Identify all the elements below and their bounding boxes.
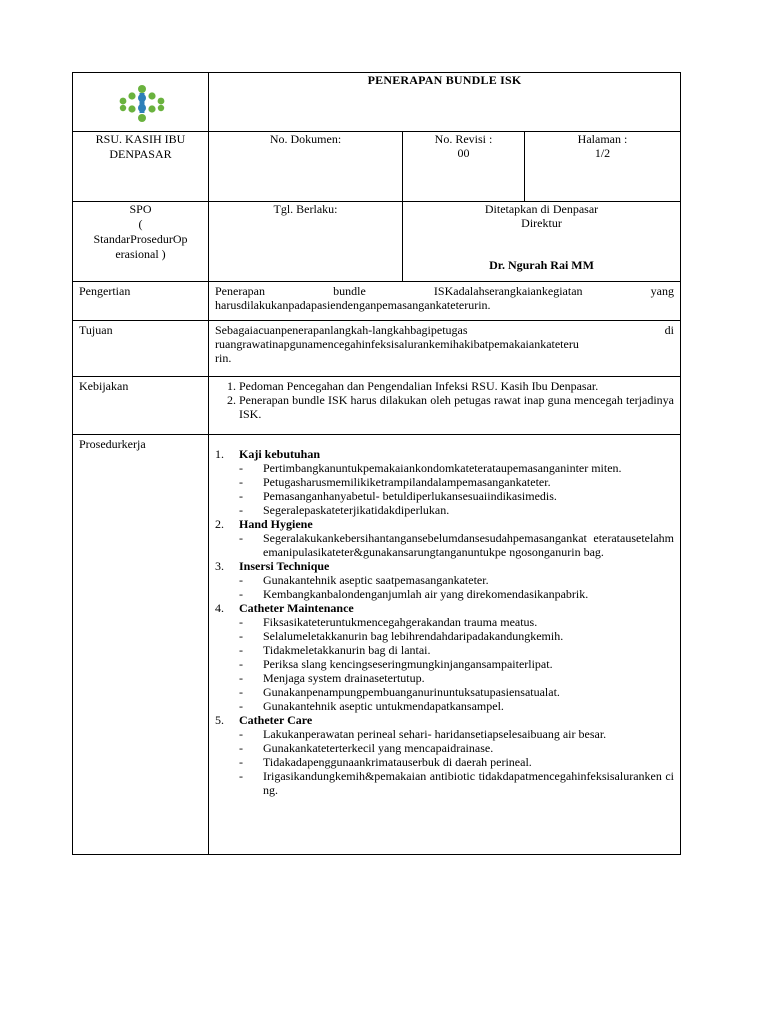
document-header-table [72,72,681,282]
procedure-item-text: Periksa slang kencingseseringmungkinjangansampaiterlipat. [263,657,553,671]
procedure-item-text: Irigasikandungkemih&pemakaian antibiotic tidakdapatmencegahinfeksisaluranken cing. [263,769,674,797]
procedure-item [239,755,674,769]
spo-line4: erasional ) [115,247,166,261]
spo-line3: StandarProsedurOp [93,232,188,246]
procedure-item-text: Gunakantehnik aseptic saatpemasangankateter. [263,573,489,587]
dash-bullet: - [239,671,243,685]
procedure-item [239,587,674,601]
procedure-section-title: Hand Hygiene [239,517,313,531]
spo-document [72,72,680,855]
pengertian-line1: Penerapan bundle ISKadalahserangkaiankegiatan yang [215,284,674,298]
dash-bullet: - [239,727,243,741]
tujuan-line3: rin. [215,351,232,365]
procedure-section-title: Catheter Care [239,713,313,727]
procedure-section [215,713,674,797]
hospital-name-line1: RSU. KASIH IBU [95,132,186,146]
dash-bullet: - [239,615,243,629]
procedure-item-text: Fiksasikateteruntukmencegahgerakandan trauma meatus. [263,615,538,629]
dash-bullet: - [239,643,243,657]
procedure-section-heading [215,447,674,461]
procedure-section-number: 4. [215,601,224,615]
kebijakan-text [209,377,681,435]
prosedur-sections [215,447,674,797]
procedure-item [239,657,674,671]
direktur-label: Direktur [521,216,562,230]
procedure-section-number: 2. [215,517,224,531]
procedure-item-text: Menjaga system drainasetertutup. [263,671,425,685]
prosedur-label: Prosedurkerja [73,435,209,855]
tujuan-line2: ruangrawatinapgunamencegahinfeksisalurankemihakibatpemakaiankateteru [215,337,579,351]
kebijakan-label: Kebijakan [73,377,209,435]
spo-cell [73,202,209,282]
procedure-item [239,727,674,741]
hospital-logo-icon [115,84,169,124]
tujuan-label: Tujuan [73,321,209,377]
procedure-section-heading [215,713,674,727]
procedure-item [239,615,674,629]
kebijakan-item: 2. Penerapan bundle ISK harus dilakukan oleh petugas rawat inap guna mencegah terjadinya ISK. [239,393,674,421]
procedure-section-heading [215,517,674,531]
procedure-section [215,601,674,713]
procedure-item-list [215,573,674,601]
procedure-section-number: 1. [215,447,224,461]
procedure-item [239,475,674,489]
dash-bullet: - [239,685,243,699]
procedure-section-number: 5. [215,713,224,727]
procedure-item-text: Tidakmeletakkanurin bag di lantai. [263,643,431,657]
procedure-item [239,503,674,517]
procedure-item-text: Selalumeletakkanurin bag lebihrendahdaripadakandungkemih. [263,629,564,643]
no-dokumen-label: No. Dokumen: [269,132,342,146]
procedure-item-text: Pertimbangkanuntukpemakaiankondomkateterataupemasanganinter miten. [263,461,622,475]
document-body-table [72,281,681,855]
procedure-item [239,685,674,699]
dash-bullet: - [239,573,243,587]
spo-line1: SPO [129,202,152,216]
kebijakan-item: 1. Pedoman Pencegahan dan Pengendalian Infeksi RSU. Kasih Ibu Denpasar. [239,379,674,393]
prosedur-content [209,435,681,855]
tgl-berlaku-cell [209,202,403,282]
procedure-item [239,489,674,503]
document-title: PENERAPAN BUNDLE ISK [209,73,681,132]
tgl-berlaku-label: Tgl. Berlaku: [273,202,338,216]
procedure-item-list [215,615,674,713]
halaman-label: Halaman : [577,132,628,146]
halaman-cell [525,132,681,202]
procedure-section-title: Insersi Technique [239,559,330,573]
hospital-name-line2: DENPASAR [109,147,172,161]
dash-bullet: - [239,629,243,643]
dash-bullet: - [239,657,243,671]
procedure-item-text: Tidakadapenggunaankrimatauserbuk di daerah perineal. [263,755,532,769]
no-revisi-cell [403,132,525,202]
procedure-item [239,573,674,587]
procedure-item [239,629,674,643]
procedure-item-list [215,727,674,797]
procedure-item-text: Gunakantehnik aseptic untukmendapatkansampel. [263,699,504,713]
hospital-name [73,132,209,202]
procedure-item [239,531,674,559]
no-revisi-label: No. Revisi : [434,132,493,146]
procedure-section-number: 3. [215,559,224,573]
procedure-item-text: Gunakanpenampungpembuanganurinuntuksatupasiensatualat. [263,685,560,699]
procedure-item-text: Gunakankateterterkecil yang mencapaidrainase. [263,741,494,755]
procedure-item-text: Lakukanperawatan perineal sehari- haridansetiapselesaibuang air besar. [263,727,607,741]
procedure-item [239,461,674,475]
director-name: Dr. Ngurah Rai MM [489,258,594,272]
procedure-item-text: Pemasanganhanyabetul- betuldiperlukansesuaiindikasimedis. [263,489,557,503]
logo-cell [73,73,209,132]
procedure-section [215,559,674,601]
kebijakan-list [215,379,674,421]
tujuan-line1: Sebagaiacuanpenerapanlangkah-langkahbagipetugas di [215,323,674,337]
ditetapkan-line: Ditetapkan di Denpasar [484,202,599,216]
procedure-item [239,643,674,657]
dash-bullet: - [239,503,243,517]
halaman-value: 1/2 [594,146,611,160]
dash-bullet: - [239,741,243,755]
procedure-section [215,517,674,559]
procedure-item-list [215,531,674,559]
dash-bullet: - [239,587,243,601]
procedure-section-heading [215,559,674,573]
dash-bullet: - [239,755,243,769]
spo-line2: ( [138,217,143,231]
procedure-item-text: Kembangkanbalondenganjumlah air yang direkomendasikanpabrik. [263,587,589,601]
no-dokumen-cell [209,132,403,202]
dash-bullet: - [239,461,243,475]
dash-bullet: - [239,475,243,489]
procedure-item [239,769,674,797]
dash-bullet: - [239,531,243,545]
dash-bullet: - [239,489,243,503]
ditetapkan-cell [403,202,681,282]
procedure-item-text: Segeralepaskateterjikatidakdiperlukan. [263,503,450,517]
procedure-section-heading [215,601,674,615]
procedure-item [239,699,674,713]
dash-bullet: - [239,699,243,713]
procedure-section-title: Catheter Maintenance [239,601,354,615]
procedure-item [239,671,674,685]
procedure-item-text: Segeralakukankebersihantangansebelumdansesudahpemasangankat eteratausetelahmemanipulasikateter&gunakansarungtanganuntukpe ngosonganurin bag. [263,531,674,559]
procedure-item-list [215,461,674,517]
dash-bullet: - [239,769,243,783]
procedure-item [239,741,674,755]
procedure-section [215,447,674,517]
pengertian-text [209,282,681,321]
no-revisi-value: 00 [457,146,470,160]
pengertian-label: Pengertian [73,282,209,321]
tujuan-text [209,321,681,377]
pengertian-line2: harusdilakukanpadapasiendenganpemasangankateterurin. [215,298,491,312]
procedure-section-title: Kaji kebutuhan [239,447,321,461]
procedure-item-text: Petugasharusmemilikiketrampilandalampemasangankateter. [263,475,551,489]
